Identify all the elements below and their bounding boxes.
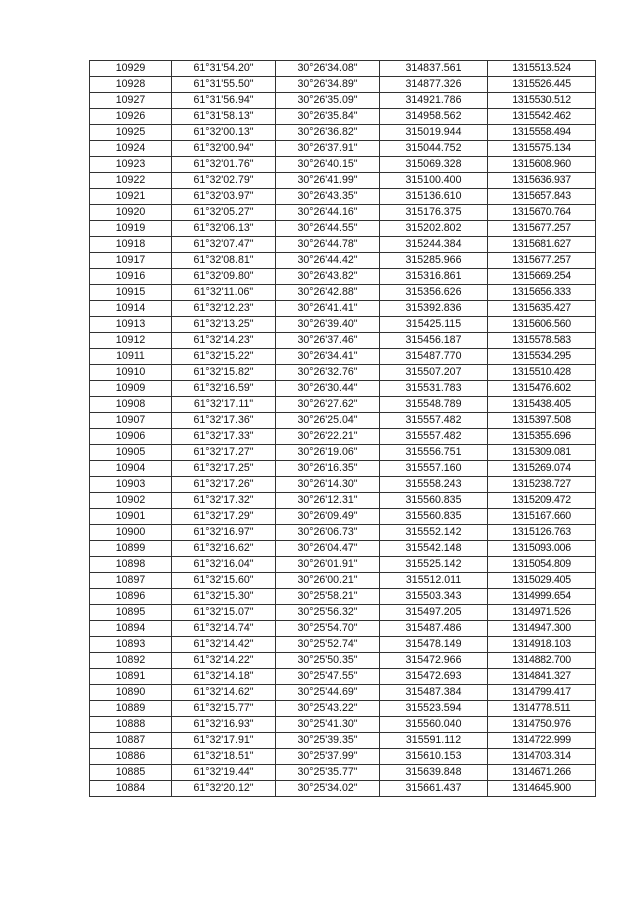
table-row [90, 781, 596, 797]
latitude-cell: 61°31'56.94" [172, 93, 276, 109]
point-id-cell: 10888 [90, 717, 172, 733]
y-coordinate-cell: 1315656.333 [488, 285, 596, 301]
table-row [90, 477, 596, 493]
point-id-cell: 10902 [90, 493, 172, 509]
table-row [90, 525, 596, 541]
y-coordinate-cell: 1315167.660 [488, 509, 596, 525]
point-id-cell: 10914 [90, 301, 172, 317]
longitude-cell: 30°26'04.47" [276, 541, 380, 557]
longitude-cell: 30°26'32.76" [276, 365, 380, 381]
longitude-cell: 30°26'40.15" [276, 157, 380, 173]
table-row [90, 253, 596, 269]
y-coordinate-cell: 1314918.103 [488, 637, 596, 653]
point-id-cell: 10886 [90, 749, 172, 765]
y-coordinate-cell: 1314671.266 [488, 765, 596, 781]
table-row [90, 461, 596, 477]
longitude-cell: 30°26'35.84" [276, 109, 380, 125]
longitude-cell: 30°26'36.82" [276, 125, 380, 141]
x-coordinate-cell: 315557.482 [380, 429, 488, 445]
point-id-cell: 10926 [90, 109, 172, 125]
table-row [90, 317, 596, 333]
point-id-cell: 10899 [90, 541, 172, 557]
longitude-cell: 30°26'01.91" [276, 557, 380, 573]
latitude-cell: 61°32'13.25" [172, 317, 276, 333]
longitude-cell: 30°26'41.99" [276, 173, 380, 189]
y-coordinate-cell: 1315476.602 [488, 381, 596, 397]
latitude-cell: 61°32'17.26" [172, 477, 276, 493]
table-row [90, 365, 596, 381]
point-id-cell: 10897 [90, 573, 172, 589]
y-coordinate-cell: 1315657.843 [488, 189, 596, 205]
y-coordinate-cell: 1315093.006 [488, 541, 596, 557]
table-row [90, 61, 596, 77]
point-id-cell: 10924 [90, 141, 172, 157]
longitude-cell: 30°26'25.04" [276, 413, 380, 429]
table-row [90, 717, 596, 733]
point-id-cell: 10929 [90, 61, 172, 77]
latitude-cell: 61°32'15.77" [172, 701, 276, 717]
latitude-cell: 61°32'15.60" [172, 573, 276, 589]
x-coordinate-cell: 315591.112 [380, 733, 488, 749]
y-coordinate-cell: 1315575.134 [488, 141, 596, 157]
x-coordinate-cell: 314837.561 [380, 61, 488, 77]
point-id-cell: 10893 [90, 637, 172, 653]
table-row [90, 237, 596, 253]
point-id-cell: 10921 [90, 189, 172, 205]
latitude-cell: 61°32'17.25" [172, 461, 276, 477]
latitude-cell: 61°32'17.36" [172, 413, 276, 429]
y-coordinate-cell: 1315510.428 [488, 365, 596, 381]
latitude-cell: 61°32'17.11" [172, 397, 276, 413]
point-id-cell: 10892 [90, 653, 172, 669]
longitude-cell: 30°26'12.31" [276, 493, 380, 509]
point-id-cell: 10909 [90, 381, 172, 397]
longitude-cell: 30°26'34.89" [276, 77, 380, 93]
x-coordinate-cell: 315558.243 [380, 477, 488, 493]
longitude-cell: 30°25'50.35" [276, 653, 380, 669]
point-id-cell: 10919 [90, 221, 172, 237]
latitude-cell: 61°32'14.74" [172, 621, 276, 637]
y-coordinate-cell: 1315209.472 [488, 493, 596, 509]
coordinates-table [89, 60, 596, 797]
latitude-cell: 61°32'16.97" [172, 525, 276, 541]
table-row [90, 221, 596, 237]
y-coordinate-cell: 1315534.295 [488, 349, 596, 365]
x-coordinate-cell: 315100.400 [380, 173, 488, 189]
y-coordinate-cell: 1315636.937 [488, 173, 596, 189]
latitude-cell: 61°32'11.06" [172, 285, 276, 301]
y-coordinate-cell: 1315126.763 [488, 525, 596, 541]
table-row [90, 157, 596, 173]
point-id-cell: 10903 [90, 477, 172, 493]
y-coordinate-cell: 1315054.809 [488, 557, 596, 573]
latitude-cell: 61°32'06.13" [172, 221, 276, 237]
point-id-cell: 10907 [90, 413, 172, 429]
y-coordinate-cell: 1314703.314 [488, 749, 596, 765]
latitude-cell: 61°32'12.23" [172, 301, 276, 317]
point-id-cell: 10915 [90, 285, 172, 301]
latitude-cell: 61°32'16.04" [172, 557, 276, 573]
latitude-cell: 61°32'00.94" [172, 141, 276, 157]
point-id-cell: 10913 [90, 317, 172, 333]
table-row [90, 349, 596, 365]
point-id-cell: 10917 [90, 253, 172, 269]
x-coordinate-cell: 315531.783 [380, 381, 488, 397]
longitude-cell: 30°25'44.69" [276, 685, 380, 701]
longitude-cell: 30°26'27.62" [276, 397, 380, 413]
coordinates-table-body [90, 61, 596, 797]
x-coordinate-cell: 315487.486 [380, 621, 488, 637]
y-coordinate-cell: 1315530.512 [488, 93, 596, 109]
point-id-cell: 10906 [90, 429, 172, 445]
longitude-cell: 30°26'44.16" [276, 205, 380, 221]
point-id-cell: 10908 [90, 397, 172, 413]
x-coordinate-cell: 315512.011 [380, 573, 488, 589]
latitude-cell: 61°32'14.62" [172, 685, 276, 701]
latitude-cell: 61°32'17.33" [172, 429, 276, 445]
table-row [90, 381, 596, 397]
x-coordinate-cell: 315356.626 [380, 285, 488, 301]
x-coordinate-cell: 315472.693 [380, 669, 488, 685]
point-id-cell: 10891 [90, 669, 172, 685]
table-row [90, 509, 596, 525]
longitude-cell: 30°25'34.02" [276, 781, 380, 797]
latitude-cell: 61°31'55.50" [172, 77, 276, 93]
y-coordinate-cell: 1314750.976 [488, 717, 596, 733]
table-row [90, 109, 596, 125]
longitude-cell: 30°25'37.99" [276, 749, 380, 765]
longitude-cell: 30°26'16.35" [276, 461, 380, 477]
point-id-cell: 10898 [90, 557, 172, 573]
y-coordinate-cell: 1314882.700 [488, 653, 596, 669]
y-coordinate-cell: 1314645.900 [488, 781, 596, 797]
table-row [90, 589, 596, 605]
y-coordinate-cell: 1315578.583 [488, 333, 596, 349]
latitude-cell: 61°32'15.07" [172, 605, 276, 621]
latitude-cell: 61°32'08.81" [172, 253, 276, 269]
table-row [90, 189, 596, 205]
latitude-cell: 61°32'00.13" [172, 125, 276, 141]
point-id-cell: 10905 [90, 445, 172, 461]
latitude-cell: 61°32'16.59" [172, 381, 276, 397]
latitude-cell: 61°31'54.20" [172, 61, 276, 77]
x-coordinate-cell: 315487.384 [380, 685, 488, 701]
point-id-cell: 10901 [90, 509, 172, 525]
table-row [90, 621, 596, 637]
longitude-cell: 30°26'14.30" [276, 477, 380, 493]
y-coordinate-cell: 1314799.417 [488, 685, 596, 701]
longitude-cell: 30°25'35.77" [276, 765, 380, 781]
x-coordinate-cell: 314877.326 [380, 77, 488, 93]
latitude-cell: 61°32'02.79" [172, 173, 276, 189]
table-row [90, 205, 596, 221]
y-coordinate-cell: 1315397.508 [488, 413, 596, 429]
table-row [90, 141, 596, 157]
y-coordinate-cell: 1315677.257 [488, 221, 596, 237]
table-row [90, 733, 596, 749]
x-coordinate-cell: 315316.861 [380, 269, 488, 285]
table-row [90, 285, 596, 301]
point-id-cell: 10927 [90, 93, 172, 109]
latitude-cell: 61°32'19.44" [172, 765, 276, 781]
y-coordinate-cell: 1314947.300 [488, 621, 596, 637]
x-coordinate-cell: 315136.610 [380, 189, 488, 205]
x-coordinate-cell: 315523.594 [380, 701, 488, 717]
longitude-cell: 30°26'43.35" [276, 189, 380, 205]
latitude-cell: 61°32'20.12" [172, 781, 276, 797]
longitude-cell: 30°26'42.88" [276, 285, 380, 301]
x-coordinate-cell: 315556.751 [380, 445, 488, 461]
point-id-cell: 10900 [90, 525, 172, 541]
point-id-cell: 10887 [90, 733, 172, 749]
table-row [90, 685, 596, 701]
y-coordinate-cell: 1315355.696 [488, 429, 596, 445]
longitude-cell: 30°26'43.82" [276, 269, 380, 285]
point-id-cell: 10925 [90, 125, 172, 141]
x-coordinate-cell: 314921.786 [380, 93, 488, 109]
point-id-cell: 10896 [90, 589, 172, 605]
x-coordinate-cell: 315425.115 [380, 317, 488, 333]
point-id-cell: 10916 [90, 269, 172, 285]
x-coordinate-cell: 315392.836 [380, 301, 488, 317]
longitude-cell: 30°25'56.32" [276, 605, 380, 621]
latitude-cell: 61°31'58.13" [172, 109, 276, 125]
y-coordinate-cell: 1315608.960 [488, 157, 596, 173]
x-coordinate-cell: 315487.770 [380, 349, 488, 365]
longitude-cell: 30°25'54.70" [276, 621, 380, 637]
longitude-cell: 30°26'44.78" [276, 237, 380, 253]
y-coordinate-cell: 1315542.462 [488, 109, 596, 125]
longitude-cell: 30°26'19.06" [276, 445, 380, 461]
y-coordinate-cell: 1315558.494 [488, 125, 596, 141]
point-id-cell: 10912 [90, 333, 172, 349]
longitude-cell: 30°26'41.41" [276, 301, 380, 317]
x-coordinate-cell: 315472.966 [380, 653, 488, 669]
longitude-cell: 30°25'41.30" [276, 717, 380, 733]
x-coordinate-cell: 315552.142 [380, 525, 488, 541]
table-row [90, 301, 596, 317]
latitude-cell: 61°32'03.97" [172, 189, 276, 205]
x-coordinate-cell: 315285.966 [380, 253, 488, 269]
x-coordinate-cell: 315610.153 [380, 749, 488, 765]
longitude-cell: 30°26'09.49" [276, 509, 380, 525]
longitude-cell: 30°26'44.55" [276, 221, 380, 237]
x-coordinate-cell: 315525.142 [380, 557, 488, 573]
point-id-cell: 10923 [90, 157, 172, 173]
y-coordinate-cell: 1314778.511 [488, 701, 596, 717]
x-coordinate-cell: 315560.835 [380, 509, 488, 525]
latitude-cell: 61°32'05.27" [172, 205, 276, 221]
x-coordinate-cell: 315661.437 [380, 781, 488, 797]
table-row [90, 749, 596, 765]
longitude-cell: 30°26'34.08" [276, 61, 380, 77]
longitude-cell: 30°26'30.44" [276, 381, 380, 397]
longitude-cell: 30°25'58.21" [276, 589, 380, 605]
longitude-cell: 30°26'35.09" [276, 93, 380, 109]
x-coordinate-cell: 315548.789 [380, 397, 488, 413]
y-coordinate-cell: 1315526.445 [488, 77, 596, 93]
longitude-cell: 30°26'00.21" [276, 573, 380, 589]
x-coordinate-cell: 315069.328 [380, 157, 488, 173]
y-coordinate-cell: 1315513.524 [488, 61, 596, 77]
point-id-cell: 10890 [90, 685, 172, 701]
y-coordinate-cell: 1314841.327 [488, 669, 596, 685]
x-coordinate-cell: 315497.205 [380, 605, 488, 621]
table-row [90, 125, 596, 141]
y-coordinate-cell: 1315677.257 [488, 253, 596, 269]
point-id-cell: 10922 [90, 173, 172, 189]
x-coordinate-cell: 315557.482 [380, 413, 488, 429]
table-row [90, 269, 596, 285]
longitude-cell: 30°26'37.91" [276, 141, 380, 157]
longitude-cell: 30°26'22.21" [276, 429, 380, 445]
table-row [90, 397, 596, 413]
x-coordinate-cell: 315639.848 [380, 765, 488, 781]
y-coordinate-cell: 1315238.727 [488, 477, 596, 493]
table-row [90, 701, 596, 717]
latitude-cell: 61°32'17.91" [172, 733, 276, 749]
latitude-cell: 61°32'18.51" [172, 749, 276, 765]
longitude-cell: 30°26'06.73" [276, 525, 380, 541]
x-coordinate-cell: 315244.384 [380, 237, 488, 253]
latitude-cell: 61°32'01.76" [172, 157, 276, 173]
x-coordinate-cell: 315044.752 [380, 141, 488, 157]
table-row [90, 93, 596, 109]
latitude-cell: 61°32'14.18" [172, 669, 276, 685]
longitude-cell: 30°25'39.35" [276, 733, 380, 749]
latitude-cell: 61°32'14.23" [172, 333, 276, 349]
table-row [90, 413, 596, 429]
y-coordinate-cell: 1314971.526 [488, 605, 596, 621]
table-row [90, 541, 596, 557]
table-row [90, 765, 596, 781]
x-coordinate-cell: 315503.343 [380, 589, 488, 605]
latitude-cell: 61°32'15.82" [172, 365, 276, 381]
x-coordinate-cell: 315176.375 [380, 205, 488, 221]
latitude-cell: 61°32'07.47" [172, 237, 276, 253]
x-coordinate-cell: 315507.207 [380, 365, 488, 381]
x-coordinate-cell: 315456.187 [380, 333, 488, 349]
longitude-cell: 30°26'34.41" [276, 349, 380, 365]
point-id-cell: 10889 [90, 701, 172, 717]
point-id-cell: 10928 [90, 77, 172, 93]
point-id-cell: 10910 [90, 365, 172, 381]
y-coordinate-cell: 1315681.627 [488, 237, 596, 253]
y-coordinate-cell: 1315269.074 [488, 461, 596, 477]
latitude-cell: 61°32'15.30" [172, 589, 276, 605]
longitude-cell: 30°25'47.55" [276, 669, 380, 685]
latitude-cell: 61°32'15.22" [172, 349, 276, 365]
latitude-cell: 61°32'16.62" [172, 541, 276, 557]
latitude-cell: 61°32'17.32" [172, 493, 276, 509]
latitude-cell: 61°32'14.42" [172, 637, 276, 653]
x-coordinate-cell: 315557.160 [380, 461, 488, 477]
y-coordinate-cell: 1315635.427 [488, 301, 596, 317]
table-row [90, 333, 596, 349]
y-coordinate-cell: 1315438.405 [488, 397, 596, 413]
table-row [90, 557, 596, 573]
x-coordinate-cell: 314958.562 [380, 109, 488, 125]
x-coordinate-cell: 315478.149 [380, 637, 488, 653]
table-row [90, 493, 596, 509]
table-row [90, 77, 596, 93]
table-row [90, 669, 596, 685]
latitude-cell: 61°32'16.93" [172, 717, 276, 733]
y-coordinate-cell: 1315606.560 [488, 317, 596, 333]
point-id-cell: 10918 [90, 237, 172, 253]
x-coordinate-cell: 315542.148 [380, 541, 488, 557]
longitude-cell: 30°26'37.46" [276, 333, 380, 349]
latitude-cell: 61°32'17.29" [172, 509, 276, 525]
longitude-cell: 30°25'52.74" [276, 637, 380, 653]
x-coordinate-cell: 315560.835 [380, 493, 488, 509]
x-coordinate-cell: 315202.802 [380, 221, 488, 237]
point-id-cell: 10911 [90, 349, 172, 365]
point-id-cell: 10920 [90, 205, 172, 221]
y-coordinate-cell: 1315309.081 [488, 445, 596, 461]
point-id-cell: 10895 [90, 605, 172, 621]
point-id-cell: 10894 [90, 621, 172, 637]
y-coordinate-cell: 1314722.999 [488, 733, 596, 749]
x-coordinate-cell: 315019.944 [380, 125, 488, 141]
y-coordinate-cell: 1315670.764 [488, 205, 596, 221]
latitude-cell: 61°32'09.80" [172, 269, 276, 285]
y-coordinate-cell: 1315669.254 [488, 269, 596, 285]
table-row [90, 445, 596, 461]
latitude-cell: 61°32'17.27" [172, 445, 276, 461]
table-row [90, 653, 596, 669]
point-id-cell: 10885 [90, 765, 172, 781]
longitude-cell: 30°26'39.40" [276, 317, 380, 333]
y-coordinate-cell: 1314999.654 [488, 589, 596, 605]
x-coordinate-cell: 315560.040 [380, 717, 488, 733]
table-row [90, 429, 596, 445]
table-row [90, 605, 596, 621]
longitude-cell: 30°26'44.42" [276, 253, 380, 269]
latitude-cell: 61°32'14.22" [172, 653, 276, 669]
table-row [90, 637, 596, 653]
point-id-cell: 10884 [90, 781, 172, 797]
longitude-cell: 30°25'43.22" [276, 701, 380, 717]
table-row [90, 573, 596, 589]
point-id-cell: 10904 [90, 461, 172, 477]
table-row [90, 173, 596, 189]
y-coordinate-cell: 1315029.405 [488, 573, 596, 589]
